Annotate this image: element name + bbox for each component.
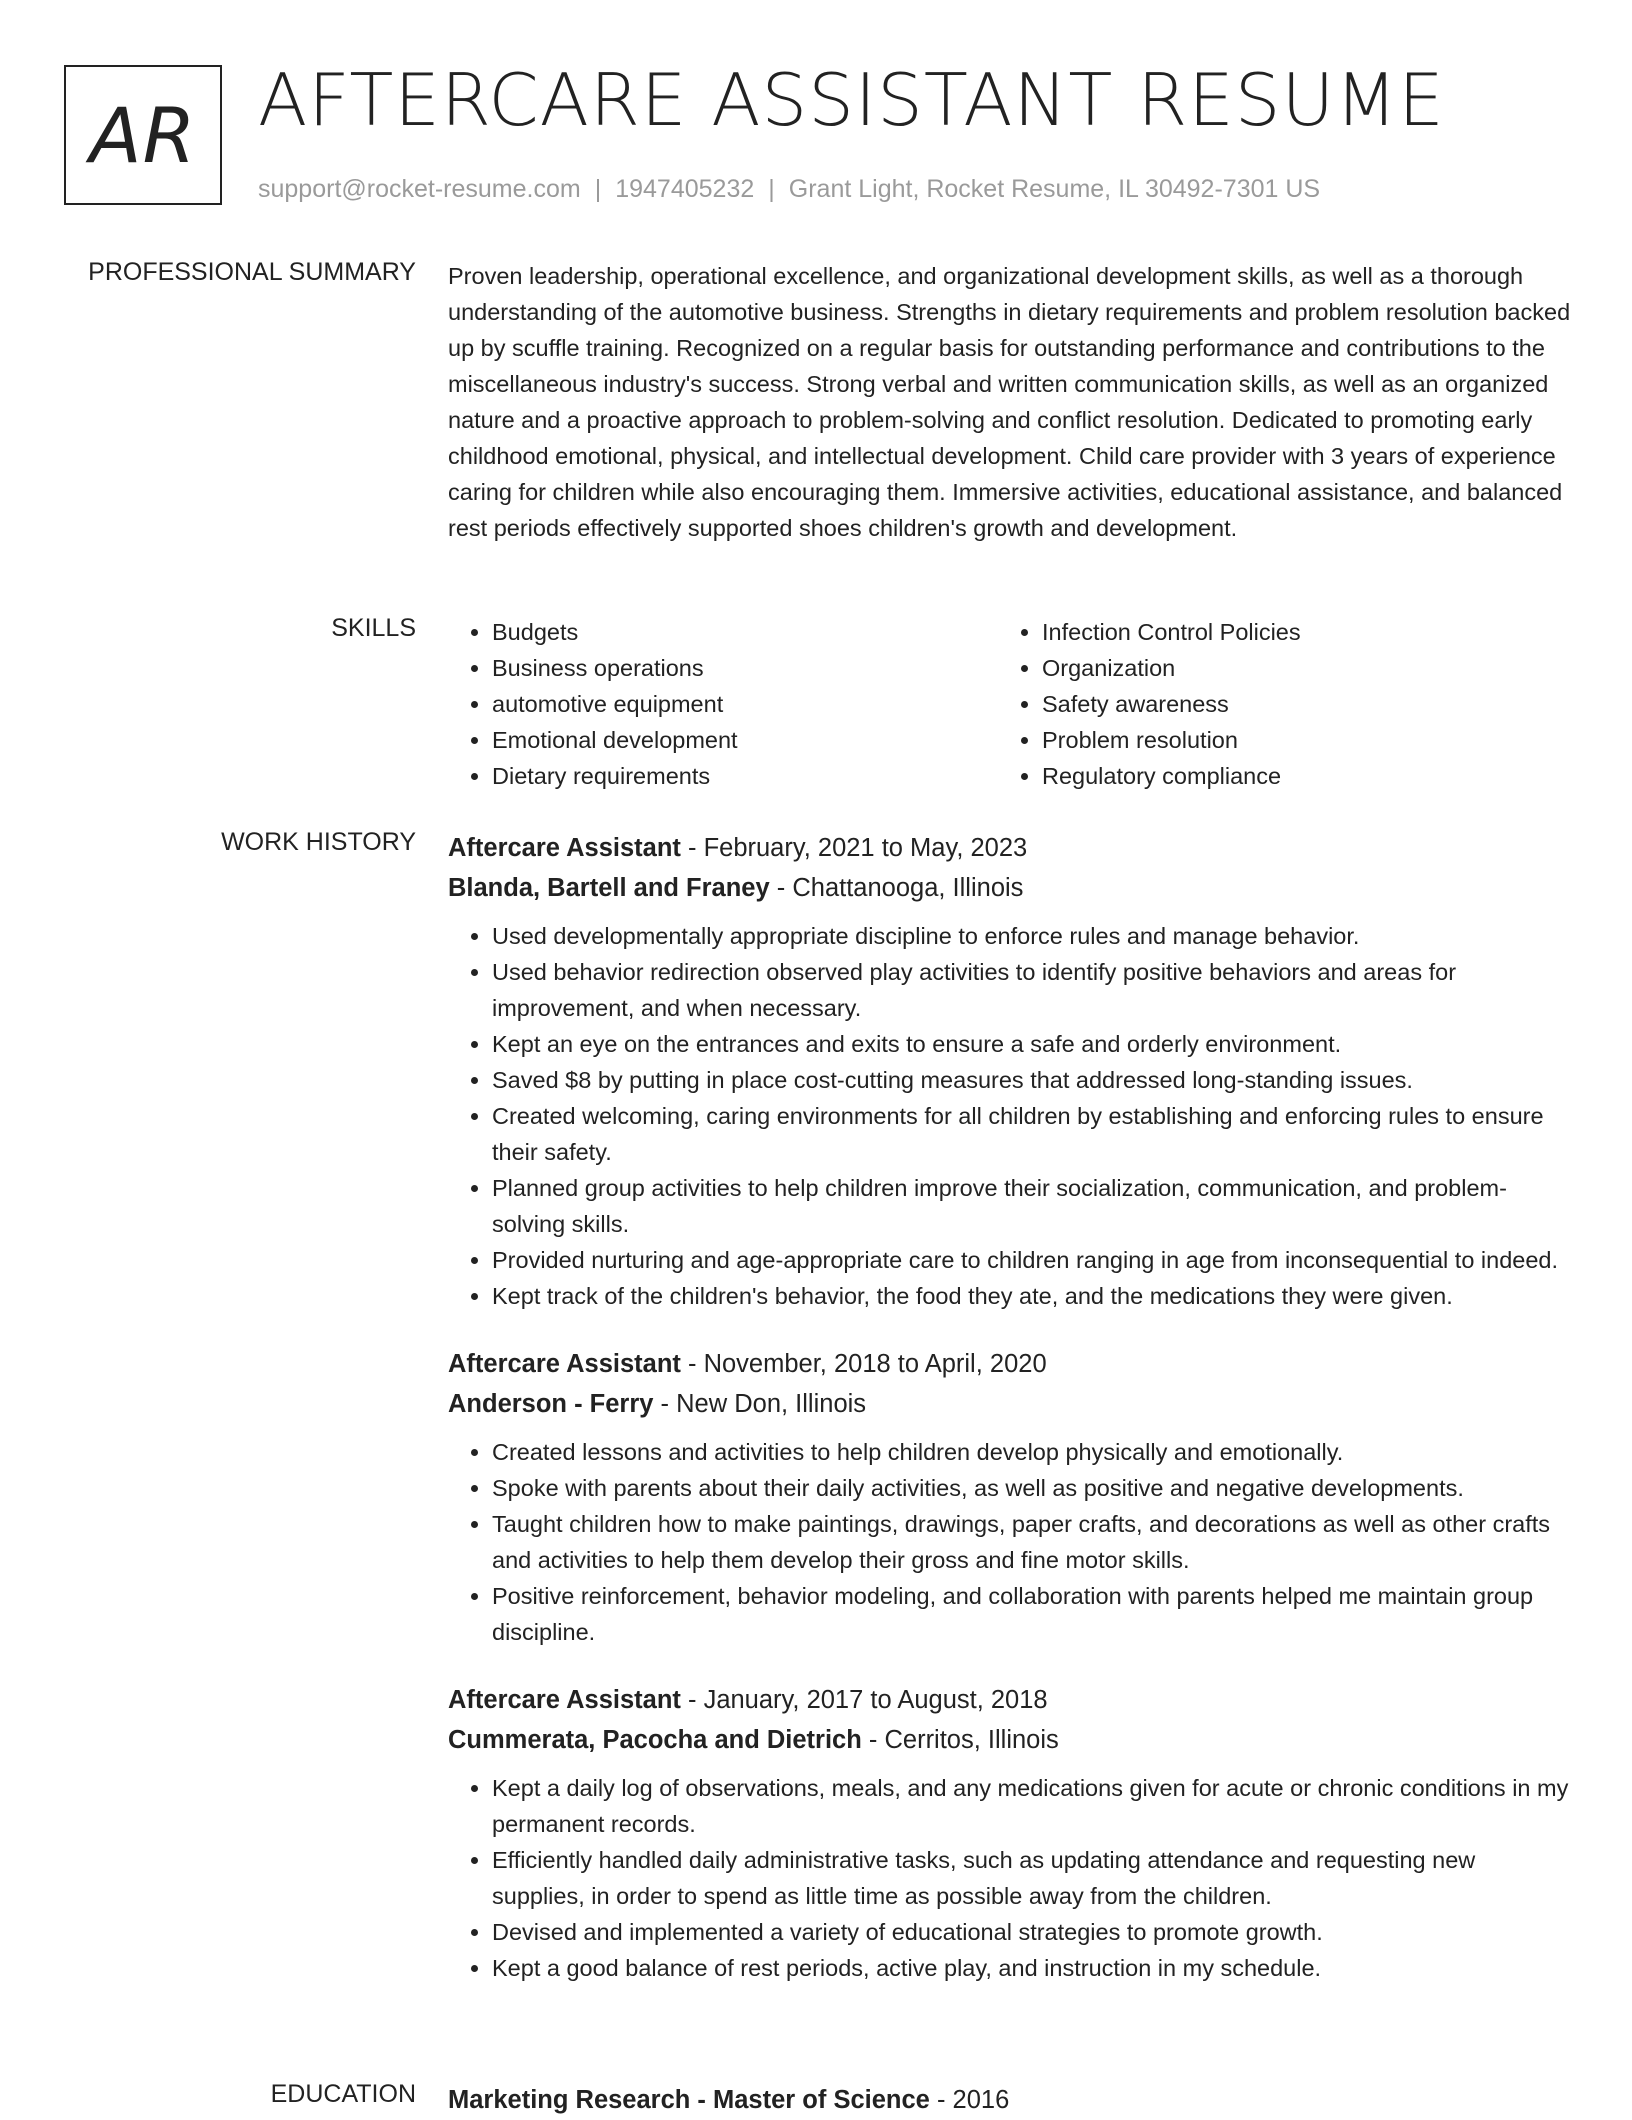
job-bullet: • Kept track of the children's behavior, the food they ate, and the medications they were given.	[492, 1278, 1573, 1314]
skill-item: • automotive equipment	[492, 686, 998, 722]
job-company-line	[448, 868, 1573, 908]
monogram-box	[64, 65, 222, 205]
job-location: - Chattanooga, Illinois	[769, 874, 1024, 902]
job-company-line	[448, 1720, 1573, 1760]
job-bullet: • Kept a good balance of rest periods, active play, and instruction in my schedule.	[492, 1950, 1573, 1986]
job-bullet: • Created welcoming, caring environments for all children by establishing and enforcing rules to ensure their safety.	[492, 1098, 1573, 1170]
skills-list-left	[448, 614, 998, 794]
job-title-line	[448, 828, 1573, 868]
job-location: - Cerritos, Illinois	[861, 1726, 1059, 1754]
job-title-line	[448, 1680, 1573, 1720]
contact-phone: 1947405232	[615, 175, 755, 203]
summary-heading: PROFESSIONAL SUMMARY	[88, 258, 416, 286]
job-bullet: • Positive reinforcement, behavior modeling, and collaboration with parents helped me maintain group discipline.	[492, 1578, 1573, 1650]
job-bullet: • Provided nurturing and age-appropriate care to children ranging in age from inconsequential to indeed.	[492, 1242, 1573, 1278]
job-company: Blanda, Bartell and Franey	[448, 874, 770, 902]
job-company: Cummerata, Pacocha and Dietrich	[448, 1726, 862, 1754]
job-title: Aftercare Assistant	[448, 1686, 681, 1714]
skills-body	[448, 614, 1573, 794]
skill-item: • Infection Control Policies	[1042, 614, 1548, 650]
contact-line	[258, 175, 1320, 204]
work-history-heading: WORK HISTORY	[221, 828, 416, 856]
contact-email: support@rocket-resume.com	[258, 175, 581, 203]
education-year: - 2016	[929, 2086, 1010, 2114]
job-bullet: • Taught children how to make paintings, drawings, paper crafts, and decorations as well as other crafts and activities to help them develop their gross and fine motor skills.	[492, 1506, 1573, 1578]
job-bullet: • Saved $8 by putting in place cost-cutting measures that addressed long-standing issues.	[492, 1062, 1573, 1098]
work-history-body	[448, 828, 1573, 2016]
contact-separator: |	[768, 175, 775, 203]
job-company-line	[448, 1384, 1573, 1424]
job-bullet: • Used developmentally appropriate discipline to enforce rules and manage behavior.	[492, 918, 1573, 954]
skill-item: • Budgets	[492, 614, 998, 650]
skill-item: • Business operations	[492, 650, 998, 686]
education-heading: EDUCATION	[270, 2080, 416, 2108]
education-degree: Marketing Research - Master of Science	[448, 2086, 930, 2114]
job-bullet: • Created lessons and activities to help children develop physically and emotionally.	[492, 1434, 1573, 1470]
job-entry	[448, 1680, 1573, 1986]
monogram-initials: AR	[89, 90, 197, 180]
contact-address: Grant Light, Rocket Resume, IL 30492-7301 US	[788, 175, 1321, 203]
skill-item: • Regulatory compliance	[1042, 758, 1548, 794]
job-bullet: • Planned group activities to help children improve their socialization, communication, and problem-solving skills.	[492, 1170, 1573, 1242]
job-bullet: • Used behavior redirection observed play activities to identify positive behaviors and areas for improvement, and when necessary.	[492, 954, 1573, 1026]
job-bullet: • Devised and implemented a variety of educational strategies to promote growth.	[492, 1914, 1573, 1950]
skill-item: • Organization	[1042, 650, 1548, 686]
job-title: Aftercare Assistant	[448, 1350, 681, 1378]
job-title: Aftercare Assistant	[448, 834, 681, 862]
education-body	[448, 2080, 1573, 2120]
skills-list-right	[998, 614, 1548, 794]
job-entry	[448, 828, 1573, 1314]
skill-item: • Dietary requirements	[492, 758, 998, 794]
job-bullet: • Kept a daily log of observations, meals, and any medications given for acute or chronic conditions in my permanent records.	[492, 1770, 1573, 1842]
job-dates: - November, 2018 to April, 2020	[680, 1350, 1047, 1378]
job-bullet: • Kept an eye on the entrances and exits to ensure a safe and orderly environment.	[492, 1026, 1573, 1062]
summary-text: Proven leadership, operational excellence, and organizational development skills, as well as a thorough understanding of the automotive business. Strengths in dietary requirements and problem resolution backed up by scuffle training. Recognized on a regular basis for outstanding performance and contributions to the miscellaneous industry's success. Strong verbal and written communication skills, as well as an organized nature and a proactive approach to problem-solving and conflict resolution. Dedicated to promoting early childhood emotional, physical, and intellectual development. Child care provider with 3 years of experience caring for children while also encouraging them. Immersive activities, educational assistance, and balanced rest periods effectively supported shoes children's growth and development.	[448, 263, 1571, 541]
skills-heading: SKILLS	[331, 614, 416, 642]
job-company: Anderson - Ferry	[448, 1390, 654, 1418]
job-dates: - February, 2021 to May, 2023	[680, 834, 1028, 862]
job-title-line	[448, 1344, 1573, 1384]
resume-title: AFTERCARE ASSISTANT RESUME	[258, 58, 1445, 142]
education-entry	[448, 2080, 1573, 2120]
resume-header	[64, 58, 1564, 215]
skill-item: • Emotional development	[492, 722, 998, 758]
contact-separator: |	[594, 175, 602, 203]
job-location: - New Don, Illinois	[653, 1390, 867, 1418]
job-bullets	[448, 918, 1573, 1314]
job-bullets	[448, 1434, 1573, 1650]
skill-item: • Safety awareness	[1042, 686, 1548, 722]
job-bullets	[448, 1770, 1573, 1986]
job-bullet: • Spoke with parents about their daily activities, as well as positive and negative developments.	[492, 1470, 1573, 1506]
skill-item: • Problem resolution	[1042, 722, 1548, 758]
job-dates: - January, 2017 to August, 2018	[680, 1686, 1048, 1714]
job-entry	[448, 1344, 1573, 1650]
job-bullet: • Efficiently handled daily administrative tasks, such as updating attendance and requesting new supplies, in order to spend as little time as possible away from the children.	[492, 1842, 1573, 1914]
